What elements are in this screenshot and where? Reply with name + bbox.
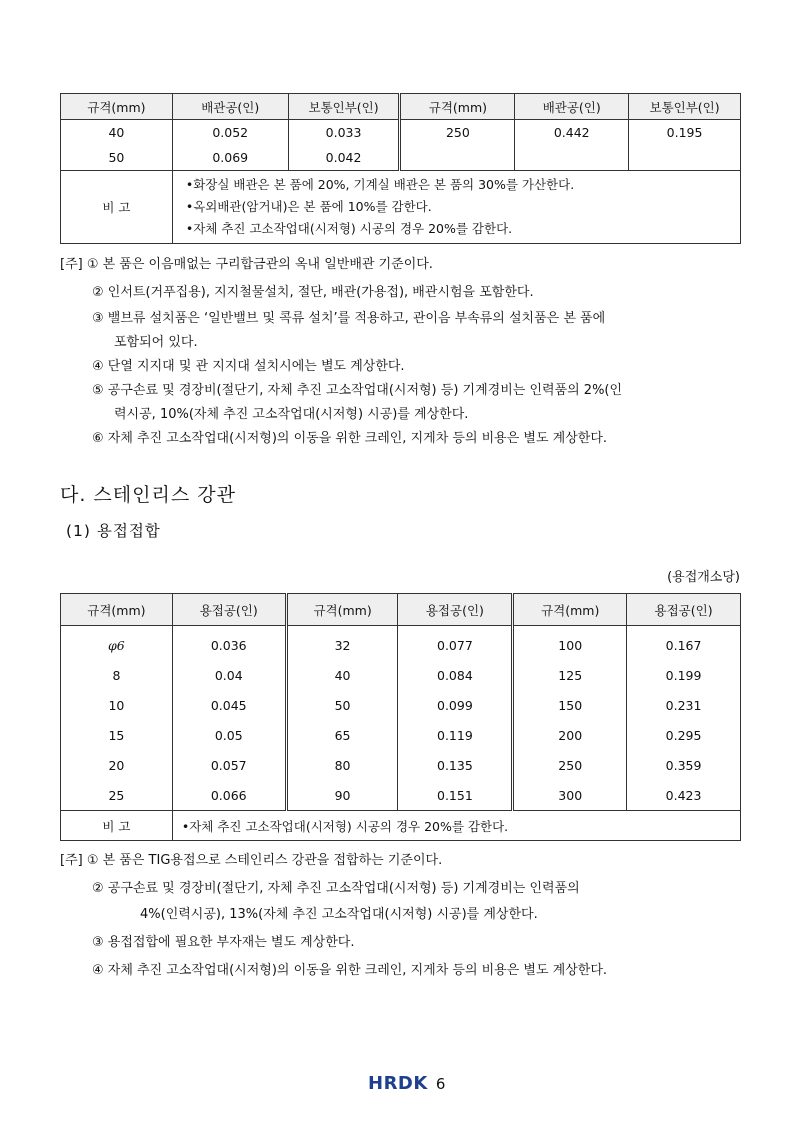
table-cell: 250 [400,120,515,146]
table-cell [629,145,741,171]
table-cell: 0.099 [398,690,513,720]
remarks-line: •자체 추진 고소작업대(시저형) 시공의 경우 20%를 감한다. [185,221,513,236]
header-cell: 용접공(인) [627,594,741,626]
header-cell: 규격(mm) [513,594,627,626]
table-cell: 0.119 [398,720,513,750]
table-cell: 40 [286,660,398,690]
header-cell: 용접공(인) [398,594,513,626]
note-item: ④ 단열 지지대 및 관 지지대 설치시에는 별도 계상한다. [92,359,405,374]
table-cell: 40 [108,125,125,140]
table-cell: 0.442 [515,120,629,146]
note-item: ② 공구손료 및 경장비(절단기, 자체 추진 고소작업대(시저형) 등) 기계경비는 인력품의 [92,881,580,896]
table-cell: 0.052 [172,120,288,146]
page-footer [368,1073,445,1094]
table-row [61,690,741,720]
remarks-label: 비 고 [61,171,173,244]
table-cell: 125 [513,660,627,690]
table-cell [400,145,515,171]
table-cell: 65 [286,720,398,750]
note-item: ⑤ 공구손료 및 경장비(절단기, 자체 추진 고소작업대(시저형) 등) 기계경비는 인력품의 2%(인 [92,383,623,398]
table-cell: 0.195 [629,120,741,146]
remarks-row [61,811,741,841]
table-cell [515,145,629,171]
header-cell: 규격(mm) [286,594,398,626]
table-cell: 90 [286,780,398,811]
table-cell: 0.199 [627,660,741,690]
table-cell: 0.151 [398,780,513,811]
table-cell: 0.167 [627,626,741,661]
table-header-row [61,594,741,626]
notes-section-2 [60,848,607,984]
table-cell: 0.066 [172,780,286,811]
note-item: [주] ① 본 품은 TIG용접으로 스테인리스 강관을 접합하는 기준이다. [60,853,443,868]
table-cell: 0.04 [172,660,286,690]
note-item-continued: 력시공, 10%(자체 추진 고소작업대(시저형) 시공)를 계상한다. [114,407,469,422]
table-row [61,720,741,750]
remarks-cell: •자체 추진 고소작업대(시저형) 시공의 경우 20%를 감한다. [172,811,740,841]
table-cell: 0.231 [627,690,741,720]
note-item-continued: 4%(인력시공), 13%(자체 추진 고소작업대(시저형) 시공)를 계상한다. [140,907,538,922]
table-cell: φ6 [108,637,125,653]
note-item: [주] ① 본 품은 이음매없는 구리합금관의 옥내 일반배관 기준이다. [60,257,433,272]
remarks-row [61,171,741,244]
table-cell: 300 [513,780,627,811]
copper-pipe-table [60,93,741,244]
stainless-pipe-welding-table [60,593,741,841]
header-cell: 규격(mm) [61,94,173,120]
header-cell: 규격(mm) [400,94,515,120]
header-cell: 배관공(인) [515,94,629,120]
table-cell: 0.135 [398,750,513,780]
table-cell: 20 [108,757,125,773]
table-cell: 50 [108,150,125,165]
table-cell: 0.045 [172,690,286,720]
table-cell: 80 [286,750,398,780]
note-item: ② 인서트(거푸집용), 지지철물설치, 절단, 배관(가용접), 배관시험을 포함한다. [92,285,534,300]
table-cell: 15 [108,727,125,743]
header-cell: 보통인부(인) [629,94,741,120]
header-cell: 규격(mm) [61,594,173,626]
note-item: ⑥ 자체 추진 고소작업대(시저형)의 이동을 위한 크레인, 지게차 등의 비용은 별도 계상한다. [92,431,608,446]
table-cell: 0.077 [398,626,513,661]
table-header-row [61,94,741,120]
table-cell: 0.359 [627,750,741,780]
table-cell: 250 [513,750,627,780]
table-cell: 0.042 [288,145,400,171]
table-cell: 32 [286,626,398,661]
table-cell: 0.069 [172,145,288,171]
hrdk-logo: HRDK [368,1073,428,1094]
remarks-line: •옥외배관(암거내)은 본 품에 10%를 감한다. [185,199,432,214]
remarks-line: •화장실 배관은 본 품에 20%, 기계실 배관은 본 품의 30%를 가산한다. [185,177,575,192]
page-number: 6 [435,1074,446,1093]
remarks-label: 비 고 [61,811,173,841]
sub-heading: (1) 용접접합 [66,522,161,540]
table-cell: 8 [112,667,121,683]
table-cell: 0.033 [288,120,400,146]
table-cell: 100 [513,626,627,661]
table-cell: 0.423 [627,780,741,811]
notes-section-1 [60,253,622,451]
header-cell: 용접공(인) [172,594,286,626]
header-cell: 보통인부(인) [288,94,400,120]
table-cell: 150 [513,690,627,720]
table-row [61,120,741,146]
note-item-continued: 포함되어 있다. [114,335,198,350]
table-cell: 0.084 [398,660,513,690]
section-heading: 다. 스테인리스 강관 [60,484,236,506]
remarks-cell [172,171,740,244]
table-cell: 0.05 [172,720,286,750]
table-row [61,626,741,661]
header-cell: 배관공(인) [172,94,288,120]
table-cell: 200 [513,720,627,750]
note-item: ④ 자체 추진 고소작업대(시저형)의 이동을 위한 크레인, 지게차 등의 비용은 별도 계상한다. [92,963,608,978]
table-cell: 0.036 [172,626,286,661]
note-item: ③ 용접접합에 필요한 부자재는 별도 계상한다. [92,935,355,950]
table-cell: 50 [286,690,398,720]
table-cell: 0.057 [172,750,286,780]
unit-label: (용접개소당) [667,570,740,585]
table-cell: 10 [108,697,125,713]
table-row [61,660,741,690]
table-row [61,750,741,780]
table-row [61,145,741,171]
note-item: ③ 밸브류 설치품은 ‘일반밸브 및 콕류 설치’를 적용하고, 관이음 부속류의 설치품은 본 품에 [92,311,606,326]
table-row [61,780,741,811]
table-cell: 25 [108,787,125,803]
table-cell: 0.295 [627,720,741,750]
